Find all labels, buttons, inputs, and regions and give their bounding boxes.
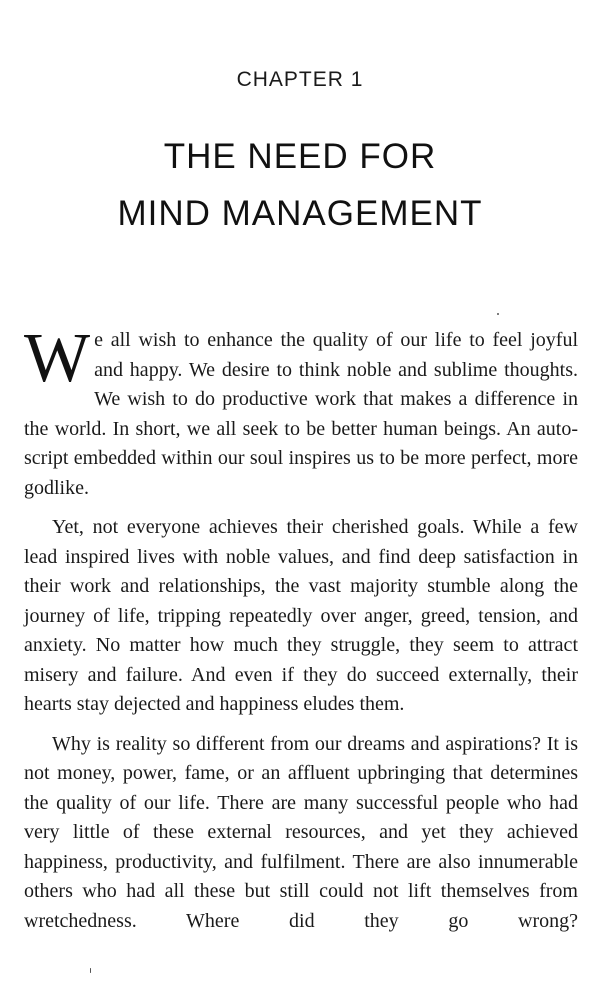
print-speck: [497, 313, 499, 315]
chapter-body: [24, 320, 578, 946]
paragraph-1-text: e all wish to enhance the quality of our life to feel joyful and happy. We desire to think noble and sublime thoughts. We wish to do productive work that makes a difference in the world. In short, we all seek to be better human beings. An auto-script embedded within our soul inspires us to be more perfect, more godlike.: [24, 329, 578, 499]
paragraph-3: Why is reality so different from our dreams and aspirations? It is not money, power, fame, or an affluent upbringing that determines the quality of our life. There are many successful people who had very little of these external resources, and yet they achieved happiness, productivity, and fulfilment. There are also innumerable others who had all these but still could not lift themselves from wretchedness. Where did they go wrong?: [24, 732, 578, 932]
chapter-title-line-2: MIND MANAGEMENT: [117, 194, 483, 233]
print-speck: [90, 968, 91, 973]
paragraph-2: Yet, not everyone achieves their cherished goals. While a few lead inspired lives with noble values, and find deep satisfaction in their work and relationships, the vast majority stumble along the journey of life, tripping repeatedly over anger, greed, tension, and anxiety. No matter how much they struggle, they seem to attract misery and failure. And even if they do succeed externally, their hearts stay dejected and happiness eludes them.: [24, 516, 578, 715]
paragraph-1: [24, 320, 578, 503]
drop-cap: W: [24, 320, 91, 397]
chapter-label: CHAPTER 1: [236, 68, 364, 91]
chapter-title: [0, 128, 600, 242]
chapter-title-line-1: THE NEED FOR: [163, 137, 437, 176]
